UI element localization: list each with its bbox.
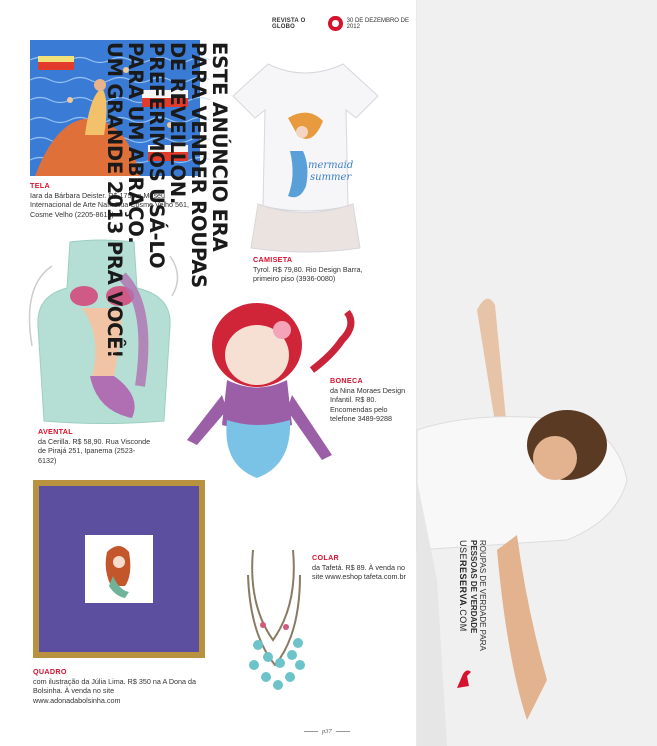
ad-website-suffix: .COM [458, 606, 468, 632]
caption-quadro-title: QUADRO [33, 667, 67, 676]
o-globo-logo-icon [328, 16, 342, 31]
ad-headline-line-3: DE REVEILLON. [166, 42, 189, 205]
page-header [272, 16, 416, 31]
caption-colar [312, 553, 407, 582]
tshirt-print-line2: summer [310, 172, 352, 183]
caption-boneca [330, 376, 410, 424]
caption-camiseta [253, 255, 378, 284]
magazine-name: REVISTA O GLOBO [272, 17, 306, 30]
page-number: p37 [300, 728, 354, 735]
issue-date: 30 DE DEZEMBRO DE 2012 [346, 17, 409, 30]
ad-headline [104, 42, 230, 602]
necklace-image [238, 545, 313, 700]
caption-tela-text: Iara da Bárbara Deister. R$ 175 no Museu Internacional de Arte Naïf: Rua Cosme Velho 561, Cosme Velho (2205-8612) [30, 190, 190, 219]
caption-tela-title: TELA [30, 181, 50, 190]
ad-headline-line-2: PARA VENDER ROUPAS [187, 42, 210, 288]
ad-website[interactable] [458, 540, 468, 632]
caption-colar-title: COLAR [312, 553, 340, 562]
caption-boneca-title: BONECA [330, 376, 363, 385]
caption-camiseta-title: CAMISETA [253, 255, 293, 264]
caption-boneca-text: da Nina Moraes Design Infantil. R$ 80. Encomendas pelo telefone 3489-9288 [330, 385, 406, 424]
tshirt-image [228, 56, 383, 251]
reserva-bird-logo-icon [455, 668, 473, 690]
ad-slogan-line-2: PESSOAS DE VERDADE [469, 540, 478, 634]
ad-headline-line-5: PARA UM ABRAÇO. [124, 42, 147, 244]
ad-headline-line-6: UM GRANDE 2013 PRA VOCÊ! [103, 42, 126, 359]
caption-colar-text: da Tafetá. R$ 89. À venda no site www.eshop tafeta.com.br [312, 562, 406, 582]
caption-avental-title: AVENTAL [38, 427, 73, 436]
caption-avental-text: da Cerilla. R$ 58,90. Rua Visconde de Pirajá 251, Ipanema (2523-6132) [38, 436, 151, 465]
ad-slogan [469, 540, 487, 651]
ad-website-brand: RESERVA [458, 560, 468, 607]
caption-camiseta-text: Tyrol. R$ 79,80. Rio Design Barra, primeiro piso (3936-0080) [253, 264, 363, 284]
caption-quadro-text: com ilustração da Júlia Lima. R$ 350 na A Dona da Bolsinha. À venda no site www.adonadabolsinha.com [33, 676, 197, 705]
caption-quadro [33, 667, 203, 705]
ad-headline-line-4: PREFERIMOS USÁ-LO [145, 42, 168, 269]
ad-photo-man [417, 280, 657, 746]
ad-headline-line-1: ESTE ANÚNCIO ERA [208, 42, 231, 252]
ad-slogan-line-1: ROUPAS DE VERDADE PARA [478, 540, 487, 651]
tshirt-print-line1: mermaid [308, 160, 354, 171]
ad-website-prefix: USE [458, 540, 468, 561]
